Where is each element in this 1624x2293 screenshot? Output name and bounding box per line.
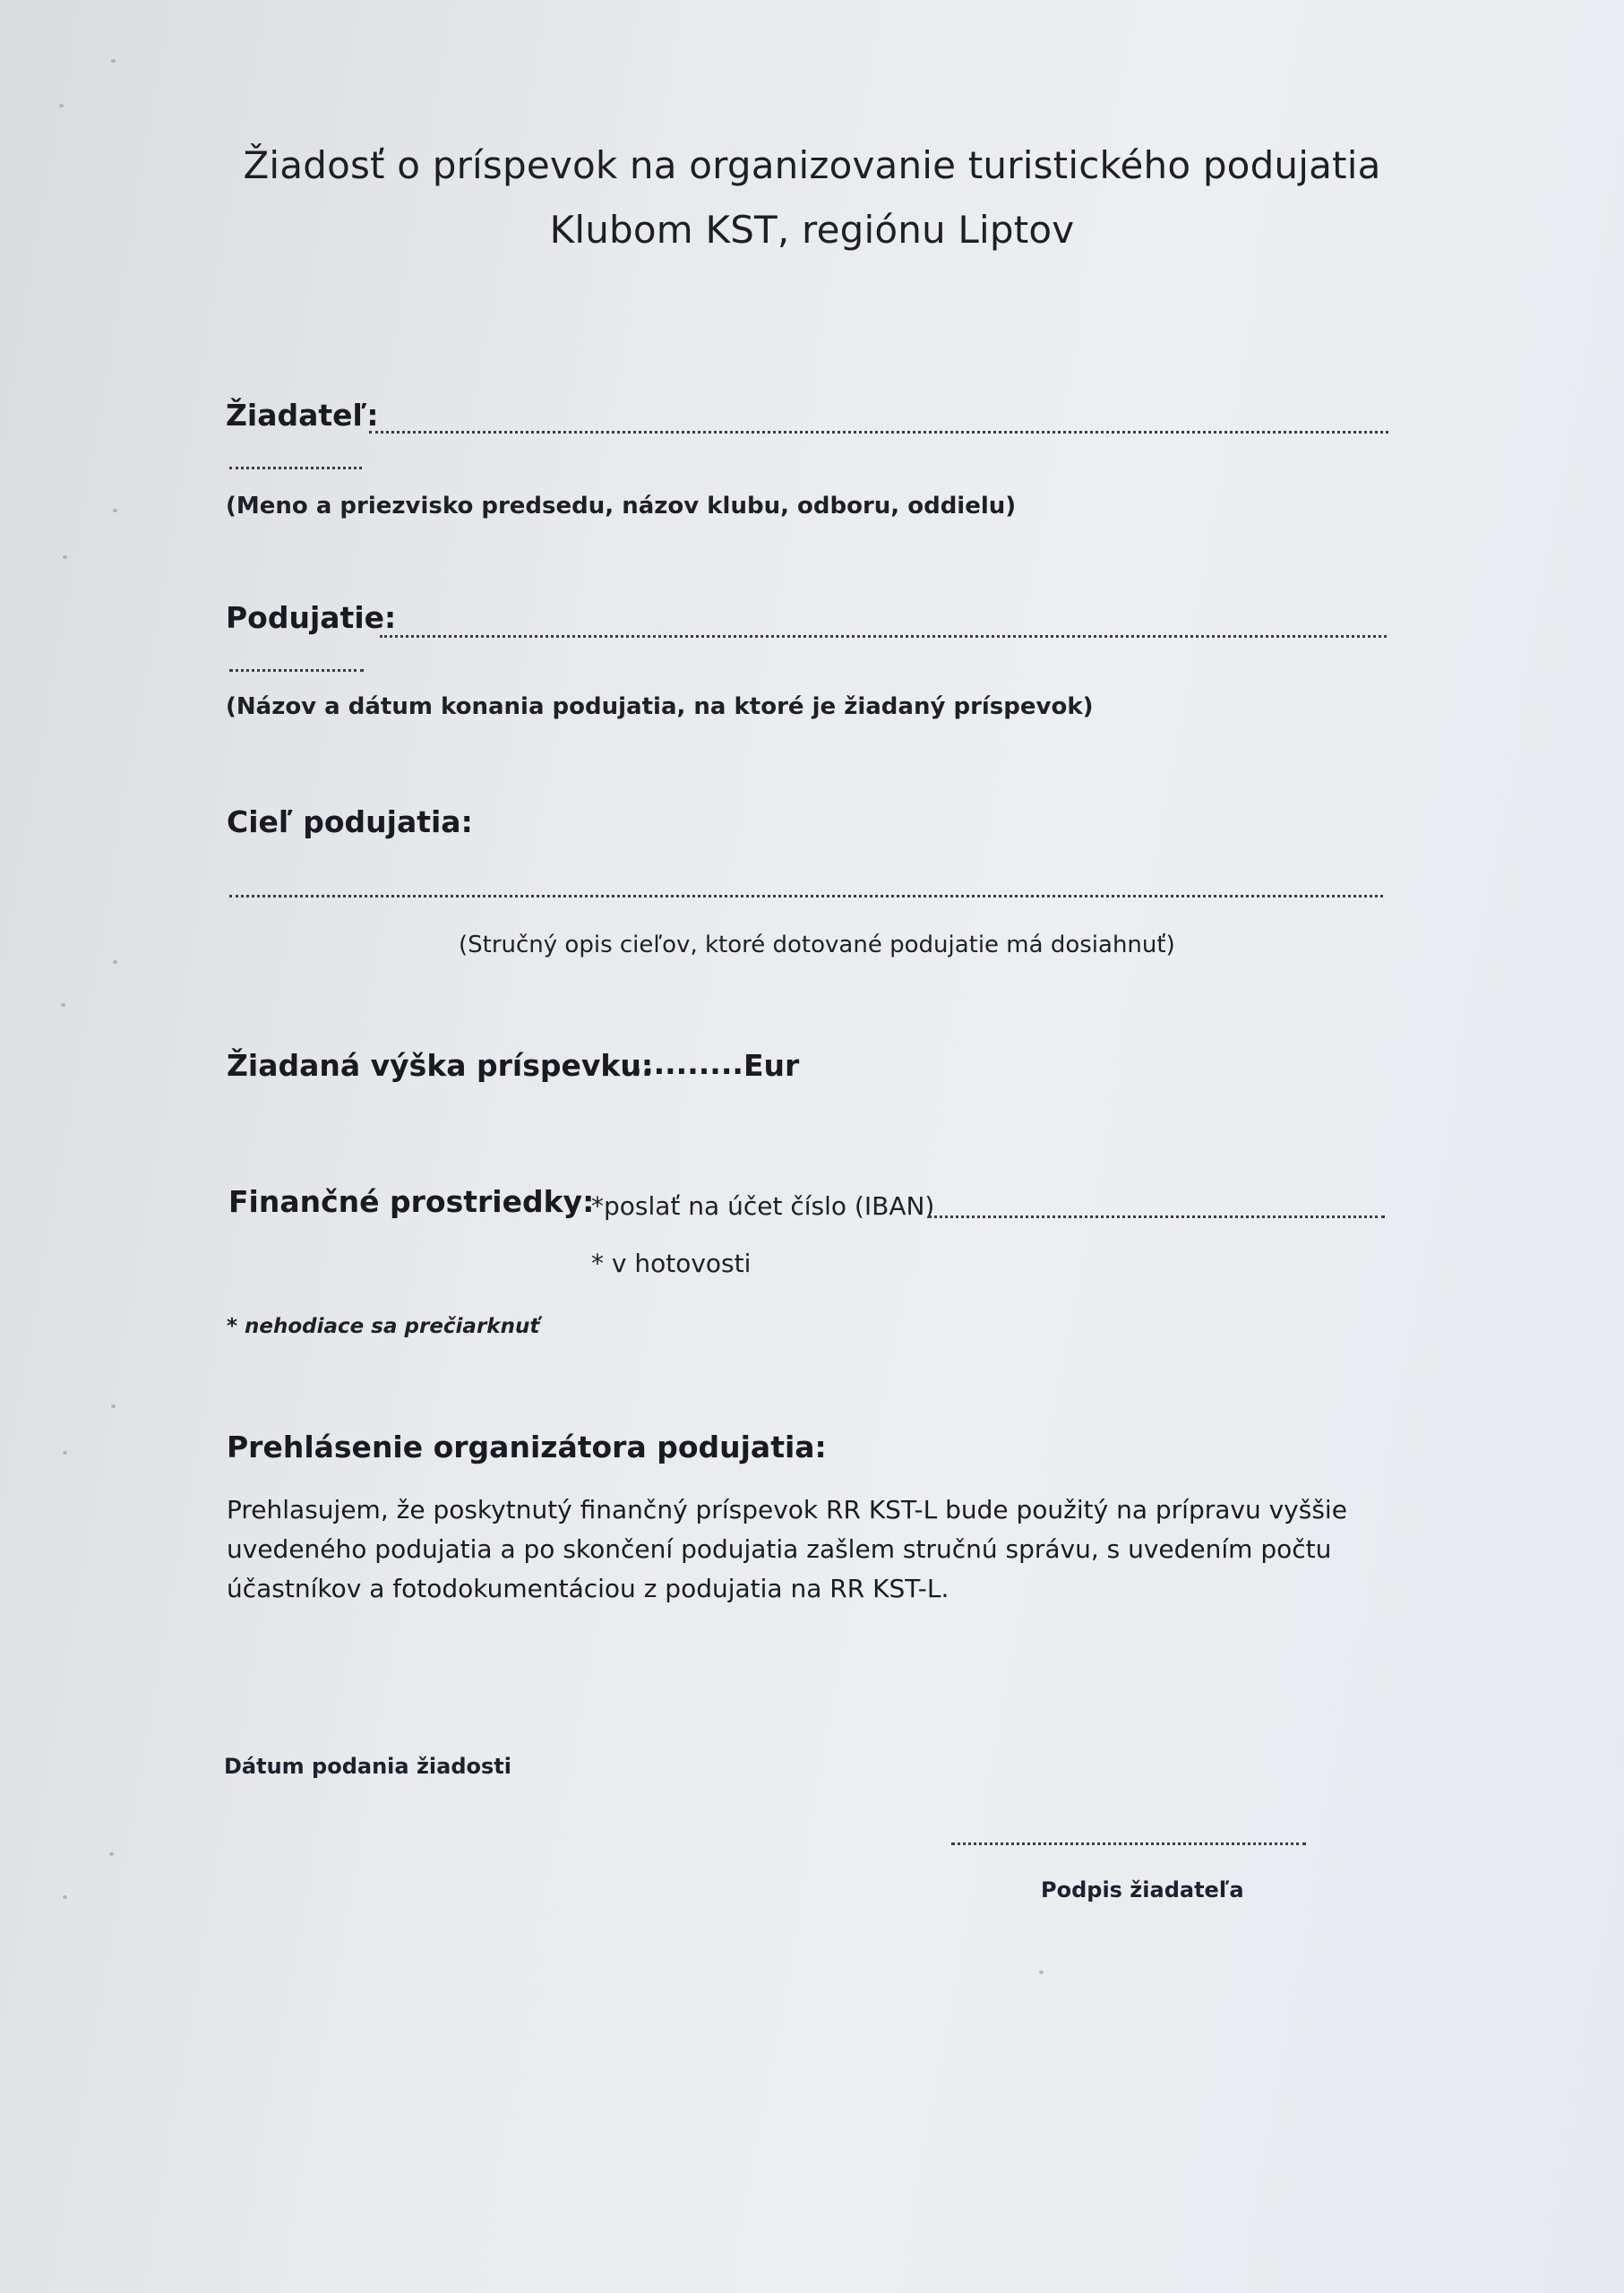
amount-currency: Eur [743, 1048, 800, 1083]
event-hint: (Názov a dátum konania podujatia, na ktoré je žiadaný príspevok) [226, 693, 1094, 720]
form-title-line1: Žiadosť o príspevok na organizovanie turistického podujatia [243, 143, 1381, 187]
applicant-fill-line-continued[interactable] [229, 464, 362, 469]
declaration-line: účastníkov a fotodokumentáciou z podujatia na RR KST-L. [227, 1574, 949, 1603]
funds-option-cash[interactable]: * v hotovosti [591, 1249, 752, 1278]
goal-label: Cieľ podujatia: [227, 804, 473, 839]
applicant-fill-line[interactable] [369, 428, 1388, 434]
amount-placeholder[interactable]: ............ [620, 1046, 755, 1081]
paper-speck [63, 1451, 67, 1455]
amount-label: Žiadaná výška príspevku: [227, 1048, 654, 1083]
funds-option-account[interactable]: *poslať na účet číslo (IBAN) [591, 1191, 935, 1221]
paper-speck [63, 1895, 67, 1899]
iban-fill-line[interactable] [928, 1213, 1385, 1218]
event-fill-line-continued[interactable] [229, 666, 364, 672]
goal-fill-line[interactable] [229, 892, 1383, 897]
goal-hint: (Stručný opis cieľov, ktoré dotované podujatie má dosiahnuť) [459, 932, 1175, 958]
paper-speck [1039, 1971, 1044, 1974]
paper-speck [111, 59, 116, 63]
declaration-line: Prehlasujem, že poskytnutý finančný príspevok RR KST-L bude použitý na prípravu vyššie [227, 1495, 1347, 1524]
date-label: Dátum podania žiadosti [224, 1754, 511, 1779]
declaration-text [227, 1490, 1391, 1609]
paper-speck [109, 1852, 114, 1856]
event-fill-line[interactable] [380, 632, 1387, 638]
funds-note: * nehodiace sa prečiarknuť [227, 1315, 540, 1338]
funds-label: Finančné prostriedky: [228, 1184, 595, 1219]
applicant-hint: (Meno a priezvisko predsedu, názov klubu, odboru, oddielu) [226, 493, 1017, 520]
paper-speck [61, 1003, 65, 1007]
paper-speck [113, 509, 117, 512]
signature-fill-line[interactable] [951, 1840, 1306, 1845]
paper-speck [59, 104, 64, 107]
event-label: Podujatie: [226, 600, 397, 635]
signature-label: Podpis žiadateľa [1041, 1877, 1244, 1902]
paper-speck [63, 555, 67, 559]
declaration-line: uvedeného podujatia a po skončení podujatia zašlem stručnú správu, s uvedením počtu [227, 1534, 1332, 1564]
applicant-label: Žiadateľ: [226, 398, 379, 433]
paper-speck [113, 960, 117, 964]
form-title-line2: Klubom KST, regiónu Liptov [549, 208, 1075, 252]
paper-speck [111, 1404, 116, 1408]
declaration-heading: Prehlásenie organizátora podujatia: [227, 1430, 827, 1464]
